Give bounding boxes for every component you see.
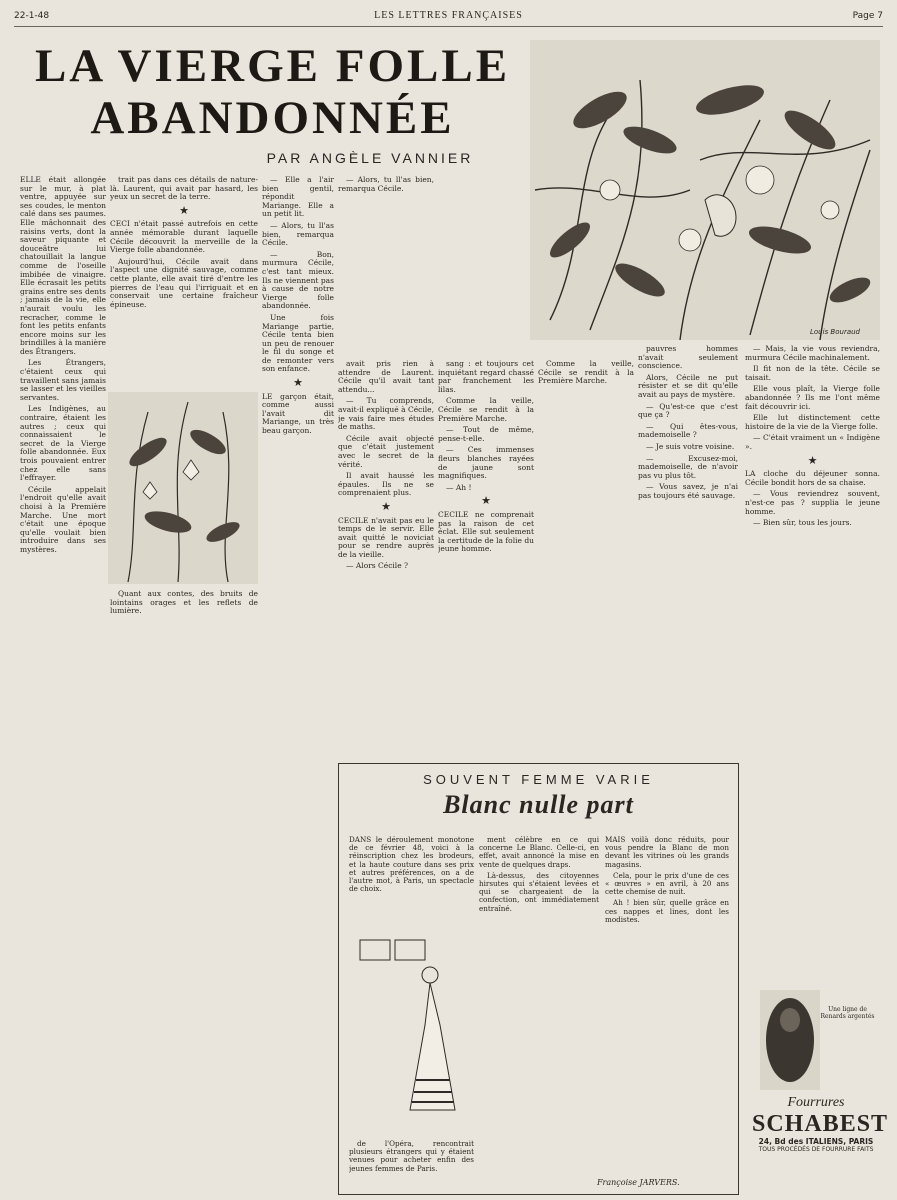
section-separator: ★	[807, 453, 818, 467]
col4-para-4: Il avait haussé les épaules. Ils ne se comprenaient plus.	[338, 471, 434, 498]
col2-para-3: Aujourd'hui, Cécile avait dans l'aspect une dignité sauvage, comme cette plante, elle avait tiré d'entre les pierres de l'eau qui l'irriguait et en conservait une certaine fraîcheur épineuse.	[110, 256, 258, 309]
col3-para-5: LE garçon était, comme aussi l'avait dit Mariange, un très beau garçon.	[262, 391, 334, 436]
article-column-7	[745, 345, 880, 985]
col7-para-6: LA cloche du déjeuner sonna. Cécile bondit hors de sa chaise.	[745, 469, 880, 487]
header-date: 22-1-48	[14, 11, 50, 21]
col6-para-6: — Excusez-moi, mademoiselle, de n'avoir pas vu plus tôt.	[638, 453, 738, 480]
fur-ad-illustration	[760, 990, 820, 1090]
col3-para-4: Une fois Mariange partie, Cécile tenta bien un peu de renouer le fil du songe et de remonter vers son enfance.	[262, 312, 334, 374]
boxed-author: Françoise JARVERS.	[597, 1178, 680, 1187]
boxed-col3-para-3: Ah ! bien sûr, quelle grâce en ces nappes et lines, dont les modistes.	[605, 898, 729, 924]
ad-brand: Fourrures	[787, 1095, 845, 1110]
fur-advertisement	[752, 1095, 889, 1191]
page-header	[14, 8, 883, 27]
col1-para-2: Les Étrangers, c'étaient ceux qui travaillent sans jamais se lasser et les vieilles servantes.	[20, 358, 106, 402]
article-column-3	[262, 176, 334, 1190]
col6-para-5: — Je suis votre voisine.	[646, 441, 735, 451]
section-separator: ★	[381, 499, 391, 513]
col3-para-2: — Alors, tu ll'as bien, remarqua Cécile.	[262, 220, 334, 248]
boxed-col2-para-2: Là-dessus, des citoyennes hirsutes qui s'étaient levées et qui se chargeaient de la confection, ont immédiatement entraîné.	[479, 870, 599, 913]
article-column-5	[438, 360, 534, 755]
article-column-6	[638, 345, 738, 755]
ad-address: 24, Bd des ITALIENS, PARIS	[758, 1137, 874, 1146]
boxed-column-1	[349, 836, 474, 931]
ad-caption: Une ligne de Renards argentés	[820, 1006, 875, 1020]
boxed-col3-para-1: MAIS voilà donc réduits, pour vous pendre la Blanc de mon devant les vitrines où les grands magasins.	[605, 836, 729, 869]
article-column-3b	[338, 176, 434, 356]
byline: PAR ANGÈLE VANNIER	[266, 150, 474, 166]
ad-name: SCHABEST	[752, 1111, 889, 1137]
col5-para-1: sang : et toujours cet inquiétant regard chassé par franchement les lilas.	[438, 360, 534, 394]
col5-para-6: CECILE ne comprenait pas la raison de cet éclat. Elle sut seulement la certitude de la folie du jeune homme.	[438, 509, 534, 554]
boxed-column-1-bottom	[349, 1140, 474, 1185]
boxed-kicker: SOUVENT FEMME VARIE	[423, 772, 654, 787]
col7-para-2: Il fit non de la tête. Cécile se taisait.	[745, 364, 880, 382]
col7-para-7: — Vous reviendrez souvent, n'est-ce pas ? supplia le jeune homme.	[745, 489, 880, 516]
article-column-2-bottom	[110, 590, 258, 1190]
col6-para-4: — Qui êtes-vous, mademoiselle ?	[638, 421, 738, 440]
col6-para-3: — Qu'est-ce que c'est que ça ?	[638, 401, 738, 420]
article-column-4	[338, 360, 434, 755]
foliage-illustration	[530, 40, 880, 340]
page-number: Page 7	[852, 11, 883, 21]
col4-para-1: avait pris rien à attendre de Laurent. Cécile qu'il avait tant attendu...	[338, 360, 434, 394]
section-separator: ★	[293, 376, 303, 390]
boxed-col1-para-2: de l'Opéra, rencontrait plusieurs étrangers qui y étaient venues pour acheter enfin des jeunes femmes de Paris.	[349, 1140, 474, 1173]
boxed-column-3	[605, 836, 729, 1171]
col2-para-4: Quant aux contes, des bruits de lointains orages et les reflets de lumière.	[110, 590, 258, 616]
illustrator-signature: Louis Bouraud	[810, 328, 861, 336]
title-line-2: ABANDONNÉE	[90, 92, 455, 144]
lily-drawing	[108, 392, 258, 584]
col4-para-3: Cécile avait objecté que c'était justement avec le secret de la vérité.	[338, 433, 434, 469]
boxed-col1-para-1: DANS le déroulement monotone de ce février 48, voici à la réinscription chez les brodeurs, et la haute couture dans ses prix et autres préférences, on a de l'autre mot, à Paris, un spectacle de choix.	[349, 836, 474, 894]
section-separator: ★	[179, 203, 189, 217]
section-separator: ★	[481, 494, 491, 508]
col5-para-3: — Tout de même, pense-t-elle.	[438, 425, 534, 443]
col5-para-2: Comme la veille, Cécile se rendit à la Première Marche.	[438, 396, 534, 423]
foliage-drawing	[530, 40, 880, 340]
col7-para-8: — Bien sûr, tous les jours.	[753, 518, 852, 528]
col6-para-7: — Vous savez, je n'ai pas toujours été sauvage.	[638, 482, 738, 500]
col7-para-5: — C'était vraiment un « Indigène ».	[745, 433, 880, 451]
col7-para-1: — Mais, la vie vous reviendra, murmura Cécile machinalement.	[745, 345, 880, 362]
col2-para-2: CECI n'était passé autrefois en cette année mémorable durant laquelle Cécile découvrit la merveille de la Vierge folle abandonnée.	[110, 219, 258, 255]
article-column-1	[20, 176, 106, 1190]
fur-drawing	[760, 990, 820, 1090]
col4-para-2: — Tu comprends, avait-il expliqué à Cécile, je vais faire mes études de maths.	[338, 396, 434, 432]
title-line-1: LA VIERGE FOLLE	[34, 40, 511, 92]
col5-para-4: — Ces immenses fleurs blanches rayées de jaune sont magnifiques.	[438, 445, 534, 481]
col1-para-3: Les Indigènes, au contraire, étaient les autres ; ceux qui connaissaient le secret de la Vierge folle abandonnée. Eux trois pouvaient entrer chez elle sans l'effrayer.	[20, 404, 106, 483]
col6-para-1: pauvres hommes n'avait seulement conscience.	[638, 345, 738, 371]
article-title	[20, 40, 525, 144]
col3-para-3: — Bon, murmura Cécile, c'est tant mieux. Ils ne viennent pas à cause de notre Vierge folle abandonnée.	[262, 249, 334, 311]
lily-illustration	[108, 392, 258, 584]
ad-small-print: TOUS PROCÉDÉS DE FOURRURE FAITS	[758, 1146, 874, 1153]
boxed-article	[338, 763, 739, 1195]
boxed-col2-para-1: ment célèbre en ce qui concerne Le Blanc. Celle-ci, en effet, avait annoncé la mise en vente de quelques draps.	[479, 836, 599, 869]
boxed-title: Blanc nulle part	[443, 790, 634, 819]
col6-para-2: Alors, Cécile ne put résister et se dit qu'elle avait au pays de mystère.	[638, 372, 738, 399]
col3b-para-1: — Alors, tu ll'as bien, remarqua Cécile.	[338, 176, 434, 193]
col4-para-5: CECILE n'avait pas eu le temps de le servir. Elle avait quitté le noviciat pour se rendre auprès de la vieille.	[338, 515, 434, 559]
col3-para-1: — Elle a l'air bien gentil, répondit Mariange. Elle a un petit lit.	[262, 176, 334, 219]
col7-para-4: Elle lut distinctement cette histoire de la vie de la Vierge folle.	[745, 413, 880, 431]
col5-para-5: — Ah !	[446, 482, 472, 492]
col1-para-1: ELLE était allongée sur le mur, à plat ventre, appuyée sur ses coudes, le menton calé dans ses paumes. Elle mâchonnait des raisins verts, dont la saveur piquante et douceâtre lui chatouillait la langue comme de l'oseille imbibée de vinaigre. Elle écrasait les petits grains entre ses dents ; jamais de la vie, elle n'aurait voulu les recracher, comme le font les petits enfants encore moins sur les brindilles à la manière des Étrangers.	[20, 176, 106, 356]
boxed-col3-para-2: Cela, pour le prix d'une de ces « œuvres » en avril, à 20 ans cette chemise de nuit.	[605, 870, 729, 897]
col2-para-1: trait pas dans ces détails de nature-là. Laurent, qui avait par hasard, les yeux un secret de la terre.	[110, 176, 258, 202]
boxed-column-2	[479, 836, 599, 1186]
col1-para-4: Cécile appelait l'endroit qu'elle avait choisi à la Première Marche. Une mort c'était une époque qu'elle voulait bien introduire dans ses mystères.	[20, 484, 106, 554]
article-column-2-top	[110, 176, 258, 386]
newspaper-name: LES LETTRES FRANÇAISES	[374, 10, 523, 21]
col4-para-6: — Alors Cécile ?	[346, 561, 409, 571]
col7-para-3: Elle vous plaît, la Vierge folle abandonnée ? Ils me l'ont même fait découvrir ici.	[745, 384, 880, 411]
col5b-para-1: Comme la veille, Cécile se rendit à la Première Marche.	[538, 360, 634, 386]
article-column-5b	[538, 360, 634, 755]
